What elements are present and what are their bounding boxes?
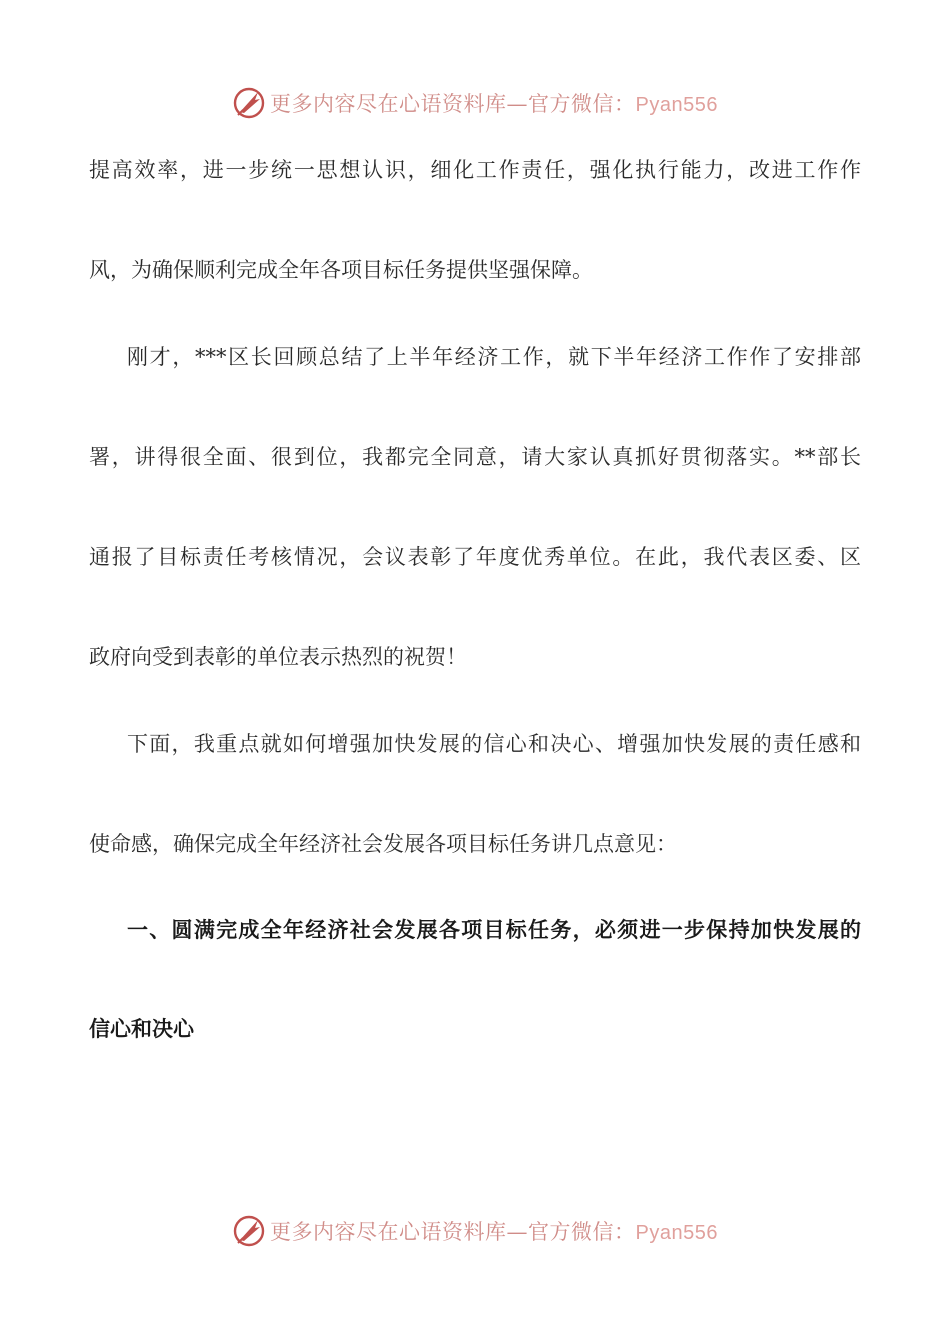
footer-watermark [0, 1211, 950, 1251]
paragraph-1-line-2: 风，为确保顺利完成全年各项目标任务提供坚强保障。 [89, 258, 593, 282]
paragraph-2-line-2: 署，讲得很全面、很到位，我都完全同意，请大家认真抓好贯彻落实。**部长 [89, 445, 861, 469]
quill-logo-icon [232, 1214, 266, 1248]
paragraph-3-line-2: 使命感，确保完成全年经济社会发展各项目标任务讲几点意见： [89, 832, 677, 856]
paragraph-1-line-1: 提高效率，进一步统一思想认识，细化工作责任，强化执行能力，改进工作作 [89, 158, 861, 182]
paragraph-3-line-1: 下面，我重点就如何增强加快发展的信心和决心、增强加快发展的责任感和 [127, 732, 861, 756]
section-heading-line-1: 一、圆满完成全年经济社会发展各项目标任务，必须进一步保持加快发展的 [127, 917, 861, 942]
paragraph-2-line-3: 通报了目标责任考核情况，会议表彰了年度优秀单位。在此，我代表区委、区 [89, 545, 861, 569]
watermark-text: 更多内容尽在心语资料库—官方微信：Pyan556 [270, 1220, 718, 1244]
section-heading-line-2: 信心和决心 [89, 1016, 194, 1041]
header-watermark [0, 83, 950, 123]
paragraph-2-line-1: 刚才，***区长回顾总结了上半年经济工作，就下半年经济工作作了安排部 [127, 345, 861, 369]
watermark-text: 更多内容尽在心语资料库—官方微信：Pyan556 [270, 92, 718, 116]
quill-logo-icon [232, 86, 266, 120]
paragraph-2-line-4: 政府向受到表彰的单位表示热烈的祝贺！ [89, 645, 467, 669]
